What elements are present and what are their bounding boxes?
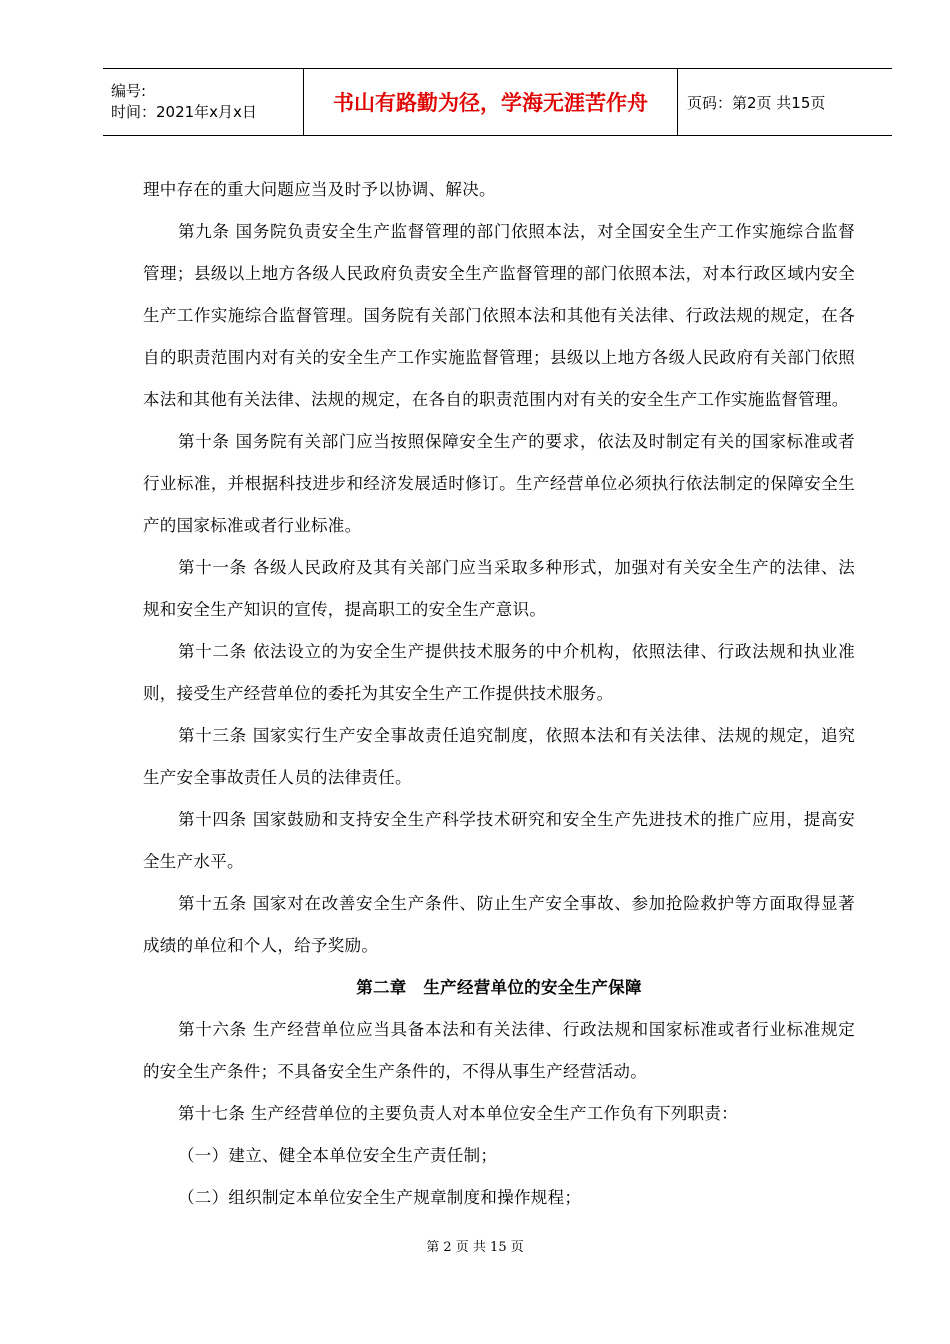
time-label: 时间：2021年x月x日	[111, 103, 257, 121]
paragraph: 第十四条 国家鼓励和支持安全生产科学技术研究和安全生产先进技术的推广应用，提高安全生产水平。	[143, 810, 855, 871]
page-info: 页码：第2页 共15页	[687, 93, 826, 112]
paragraph: 第十六条 生产经营单位应当具备本法和有关法律、行政法规和国家标准或者行业标准规定的安全生产条件；不具备安全生产条件的，不得从事生产经营活动。	[143, 1020, 855, 1081]
header-motto-cell	[304, 69, 678, 135]
chapter-heading: 第二章 生产经营单位的安全生产保障	[356, 978, 642, 997]
header-page-cell	[678, 69, 892, 135]
document-body	[143, 169, 855, 1219]
page-header	[103, 68, 892, 136]
paragraph: 理中存在的重大问题应当及时予以协调、解决。	[143, 180, 496, 199]
paragraph: 第十五条 国家对在改善安全生产条件、防止生产安全事故、参加抢险救护等方面取得显著成绩的单位和个人，给予奖励。	[143, 894, 855, 955]
paragraph: 第十一条 各级人民政府及其有关部门应当采取多种形式，加强对有关安全生产的法律、法规和安全生产知识的宣传，提高职工的安全生产意识。	[143, 558, 855, 619]
page-footer	[0, 1236, 950, 1255]
paragraph: 第十三条 国家实行生产安全事故责任追究制度，依照本法和有关法律、法规的规定，追究生产安全事故责任人员的法律责任。	[143, 726, 855, 787]
paragraph: 第十二条 依法设立的为安全生产提供技术服务的中介机构，依照法律、行政法规和执业准则，接受生产经营单位的委托为其安全生产工作提供技术服务。	[143, 642, 855, 703]
list-item: （一）建立、健全本单位安全生产责任制；	[178, 1146, 498, 1165]
footer-page-number: 第 2 页 共 15 页	[426, 1240, 524, 1255]
number-label: 编号:	[111, 82, 147, 100]
paragraph: 第九条 国务院负责安全生产监督管理的部门依照本法，对全国安全生产工作实施综合监督管理；县级以上地方各级人民政府负责安全生产监督管理的部门依照本法，对本行政区域内安全生产工作实施综合监督管理。国务院有关部门依照本法和其他有关法律、行政法规的规定，在各自的职责范围内对有关的安全生产工作实施监督管理；县级以上地方各级人民政府有关部门依照本法和其他有关法律、法规的规定，在各自的职责范围内对有关的安全生产工作实施监督管理。	[143, 222, 855, 409]
list-item: （二）组织制定本单位安全生产规章制度和操作规程；	[178, 1188, 582, 1207]
header-meta-cell	[103, 69, 304, 135]
paragraph: 第十七条 生产经营单位的主要负责人对本单位安全生产工作负有下列职责：	[178, 1104, 738, 1123]
motto-text: 书山有路勤为径，学海无涯苦作舟	[333, 91, 648, 115]
paragraph: 第十条 国务院有关部门应当按照保障安全生产的要求，依法及时制定有关的国家标准或者行业标准，并根据科技进步和经济发展适时修订。生产经营单位必须执行依法制定的保障安全生产的国家标准或者行业标准。	[143, 432, 855, 535]
